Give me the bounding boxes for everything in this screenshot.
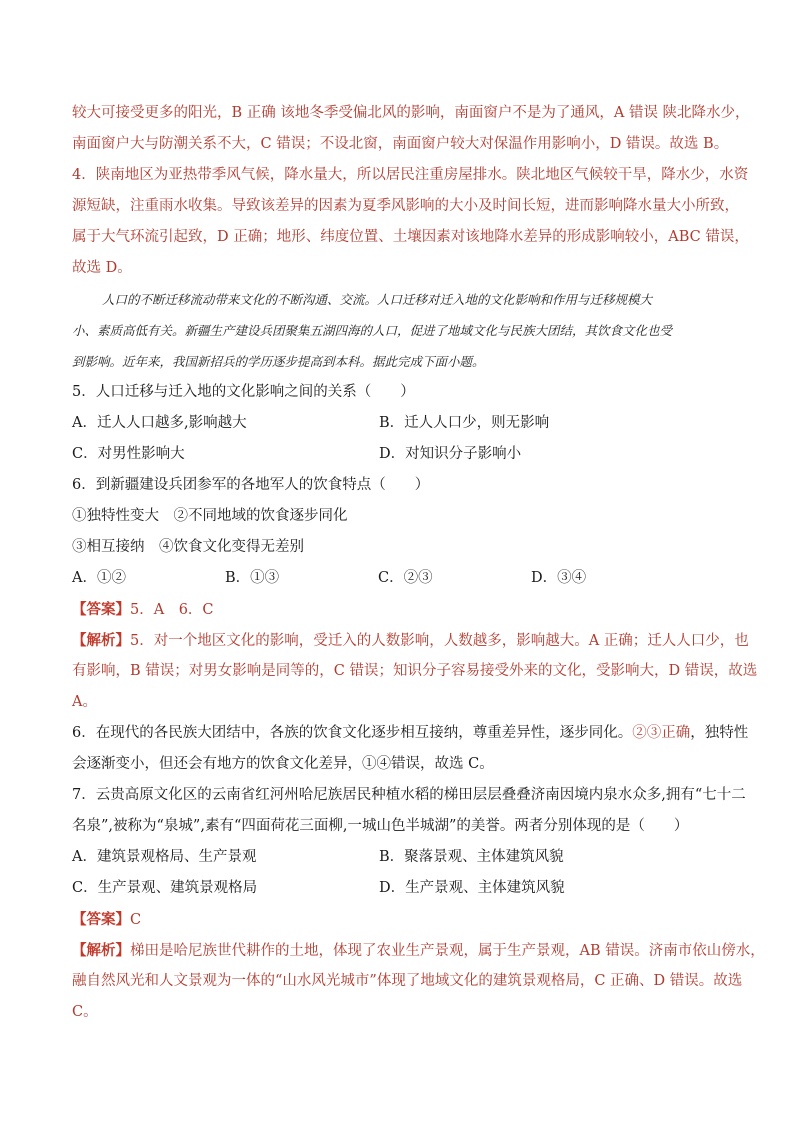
answer-tag: 【答案】 xyxy=(72,601,130,618)
question-5-stem: 5．人口迁移与迁入地的文化影响之间的关系（ ） xyxy=(72,384,415,400)
question-7-options-row-1 xyxy=(72,842,732,873)
question-5-options-row-1 xyxy=(72,408,732,439)
explanation-q4-line-2: 源短缺，注重雨水收集。导致该差异的因素为夏季风影响的大小及时间长短，进而影响降水量大小所致， xyxy=(72,198,739,214)
question-7-options-row-2 xyxy=(72,873,732,904)
question-7-line-1: 7．云贵高原文化区的云南省红河州哈尼族居民种植水稻的梯田层层叠叠济南因境内泉水众多,拥有“七十二 xyxy=(72,787,746,803)
question-6-stem: 6．到新疆建设兵团参军的各地军人的饮食特点（ ） xyxy=(72,477,430,493)
q6-option-d: D．③④ xyxy=(531,570,587,586)
q6-option-a: A．①② xyxy=(72,570,126,586)
explanation-q4-line-4: 故选 D。 xyxy=(72,260,132,276)
analysis-6-text-a: 6．在现代的各民族大团结中，各族的饮食文化逐步相互接纳，尊重差异性，逐步同化。 xyxy=(72,725,633,741)
answer-5-6 xyxy=(72,594,732,625)
analysis-5-line-3: A。 xyxy=(72,694,97,710)
analysis-tag: 【解析】 xyxy=(72,632,130,649)
question-6-items-1: ①独特性变大 ②不同地域的饮食逐步同化 xyxy=(72,508,348,524)
question-7-line-2: 名泉”,被称为“泉城”,素有“四面荷花三面柳,一城山色半城湖”的美誉。两者分别体现的是（ ） xyxy=(72,818,689,834)
analysis-text: 5．对一个地区文化的影响，受迁入的人数影响，人数越多，影响越大。A 正确；迁人人口少，也 xyxy=(130,633,749,649)
answer-7-tag: 【答案】 xyxy=(72,911,130,928)
analysis-6-line-1 xyxy=(72,718,749,749)
explanation-q4-line-3: 属于大气环流引起致，D 正确；地形、纬度位置、土壤因素对该地降水差异的形成影响较小，ABC 错误， xyxy=(72,229,749,245)
analysis-7-tag: 【解析】 xyxy=(72,942,130,959)
question-6-options xyxy=(72,563,732,594)
question-5-options-row-2 xyxy=(72,439,732,470)
analysis-7-line-1 xyxy=(72,935,765,966)
q7-option-c: C．生产景观、建筑景观格局 xyxy=(72,880,258,896)
analysis-6-text-b: ②③正确 xyxy=(632,725,691,741)
q7-option-a: A．建筑景观格局、生产景观 xyxy=(72,849,257,865)
answer-7 xyxy=(72,904,732,935)
reading-passage xyxy=(72,284,732,377)
passage-line-3: 到影响。近年来，我国新招兵的学历逐步提高到本科。据此完成下面小题。 xyxy=(72,354,485,369)
analysis-7-text: 梯田是哈尼族世代耕作的土地，体现了农业生产景观，属于生产景观，AB 错误。济南市依山傍水， xyxy=(130,943,765,959)
answer-7-text: C xyxy=(130,912,142,928)
q5-option-a: A．迁人人口越多,影响越大 xyxy=(72,415,247,431)
analysis-6-text-c: ，独特性 xyxy=(690,725,749,741)
q6-option-c: C．②③ xyxy=(378,570,433,586)
explanation-q4-line-1: 4．陕南地区为亚热带季风气候，降水量大，所以居民注重房屋排水。陕北地区气候较干旱，降水少，水资 xyxy=(72,167,749,183)
q7-option-d: D．生产景观、主体建筑风貌 xyxy=(379,880,565,896)
analysis-7-line-3: C。 xyxy=(72,1004,98,1020)
answer-text: 5．A 6．C xyxy=(130,602,214,618)
q5-option-d: D．对知识分子影响小 xyxy=(379,446,522,462)
analysis-5-line-1 xyxy=(72,625,749,656)
question-6-items-2: ③相互接纳 ④饮食文化变得无差别 xyxy=(72,539,304,555)
explanation-q3-line-2: 南面窗户大与防潮关系不大，C 错误；不设北窗，南面窗户较大对保温作用影响小，D 错误。故选 B。 xyxy=(72,136,729,152)
analysis-5-line-2: 有影响，B 错误；对男女影响是同等的，C 错误；知识分子容易接受外来的文化，受影响大，D 错误，故选 xyxy=(72,663,758,679)
analysis-6-line-2: 会逐渐变小，但还会有地方的饮食文化差异，①④错误，故选 C。 xyxy=(72,756,494,772)
q5-option-c: C．对男性影响大 xyxy=(72,446,185,462)
passage-line-1: 人口的不断迁移流动带来文化的不断沟通、交流。人口迁移对迁入地的文化影响和作用与迁移规模大 xyxy=(102,292,653,307)
page-content xyxy=(72,98,765,1028)
explanation-q3-line-1: 较大可接受更多的阳光，B 正确 该地冬季受偏北风的影响，南面窗户不是为了通风，A 错误 陕北降水少， xyxy=(72,105,750,121)
q6-option-b: B．①③ xyxy=(225,570,280,586)
q5-option-b: B．迁人人口少，则无影响 xyxy=(379,415,550,431)
analysis-7-line-2: 融自然风光和人文景观为一体的“山水风光城市”体现了地域文化的建筑景观格局，C 正确、D 错误。故选 xyxy=(72,973,743,989)
q7-option-b: B．聚落景观、主体建筑风貌 xyxy=(379,849,564,865)
passage-line-2: 小、素质高低有关。新疆生产建设兵团聚集五湖四海的人口，促进了地域文化与民族大团结，其饮食文化也受 xyxy=(72,323,673,338)
